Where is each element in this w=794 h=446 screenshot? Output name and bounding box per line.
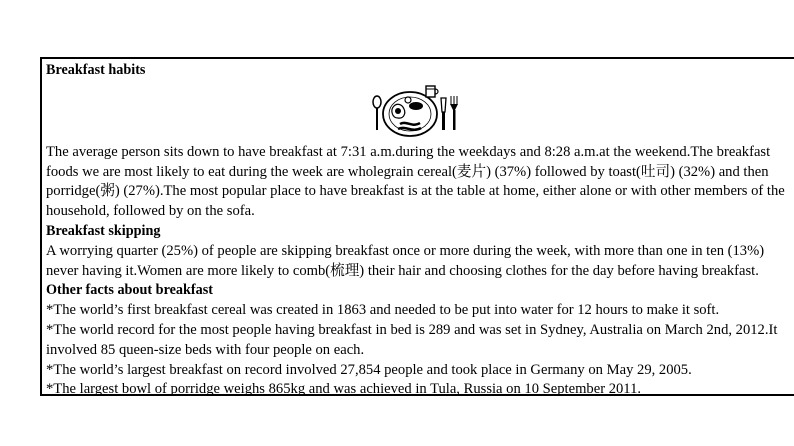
fact-cereal: *The world’s first breakfast cereal was created in 1863 and needed to be put into water for 12 hours to make it soft. [46,302,720,319]
breakfast-plate-icon [30,81,794,143]
heading-other-facts: Other facts about breakfast [46,282,213,299]
article-box [40,57,794,396]
habits-paragraph: The average person sits down to have breakfast at 7:31 a.m.during the weekdays and 8:28 a.m.at the weekend.The breakfast foods we are most likely to eat during the week are wholegrain cereal(麦片) (37%) followed by toast(吐司) (32%) and then porridge(粥) (27%).The most popular place to have breakfast is at the table at home, either alone or with other members of the household, followed by on the sofa. [46,143,785,220]
heading-breakfast-habits: Breakfast habits [46,62,146,78]
heading-breakfast-skipping: Breakfast skipping [46,222,161,239]
fact-largest-breakfast: *The world’s largest breakfast on record involved 27,854 people and took place in Germany on May 29, 2005. [46,361,692,378]
skipping-paragraph: A worrying quarter (25%) of people are skipping breakfast once or more during the week, with more than one in ten (13%) never having it.Women are more likely to comb(梳理) their hair and choosing clothes for the day before having breakfast. [46,242,765,279]
fact-largest-porridge: *The largest bowl of porridge weighs 865kg and was achieved in Tula, Russia on 10 September 2011. [46,381,642,398]
breakfast-plate-drawing [368,82,460,142]
fact-breakfast-in-bed: *The world record for the most people having breakfast in bed is 289 and was set in Sydney, Australia on March 2nd, 2012.It involved 85 queen-size beds with four people on each. [46,321,778,358]
